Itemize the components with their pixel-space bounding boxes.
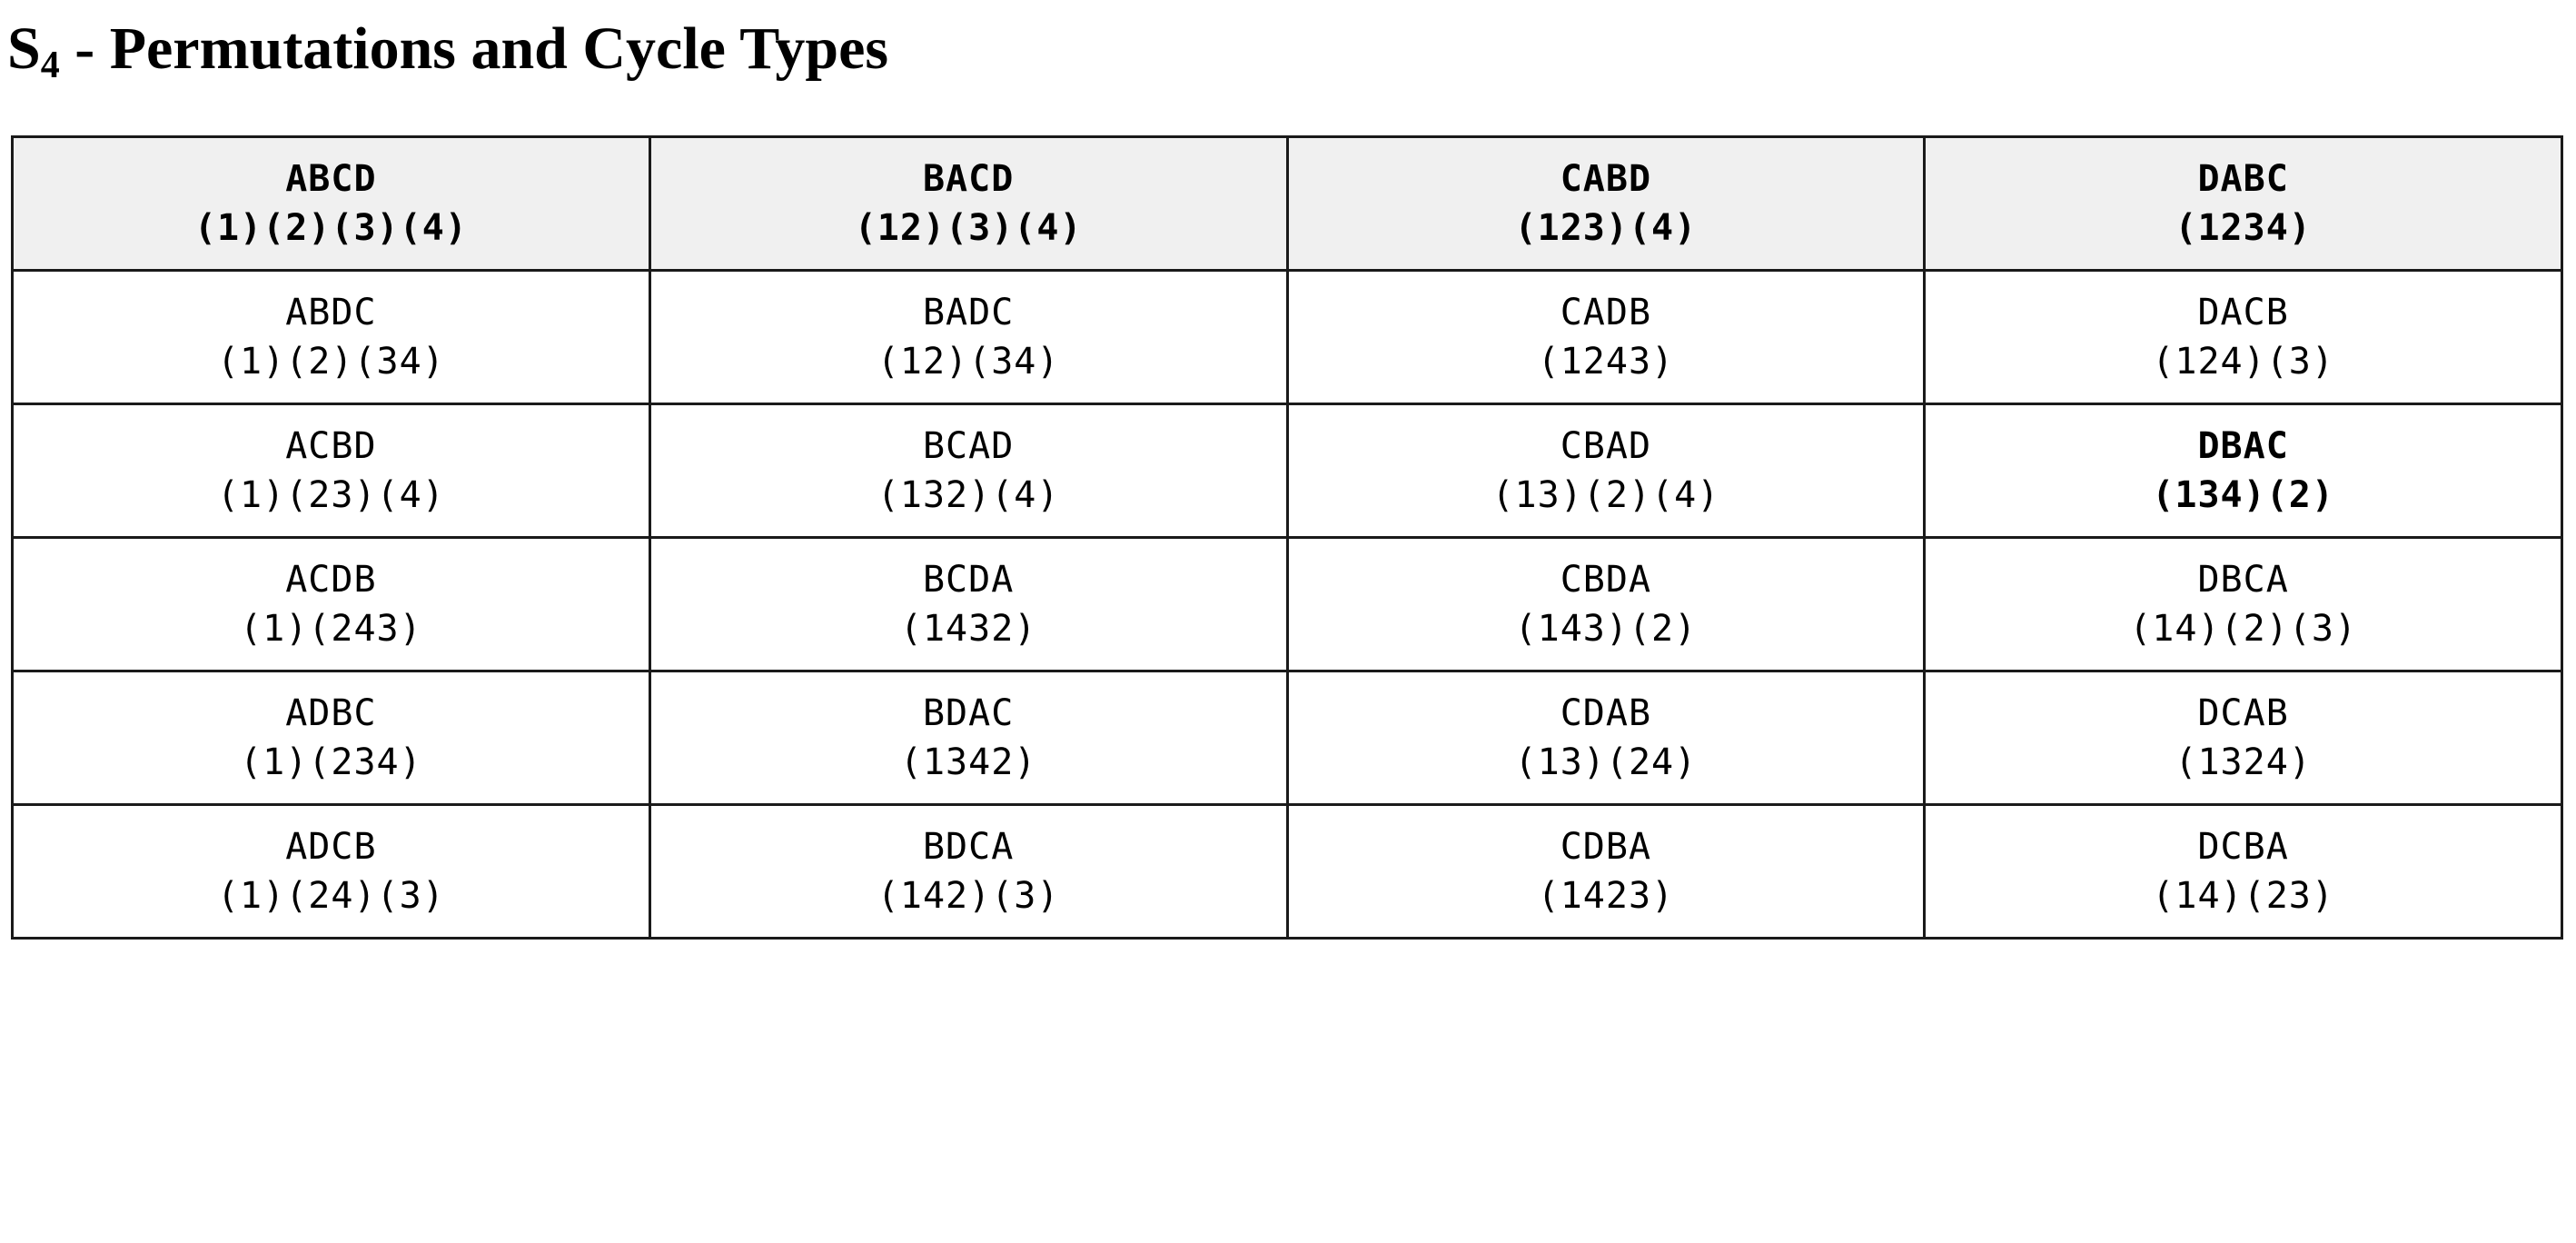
permutation-label: BDCA xyxy=(922,825,1015,868)
permutation-label: BDAC xyxy=(922,691,1015,734)
table-cell xyxy=(649,804,1287,938)
permutation-label: ADBC xyxy=(285,691,377,734)
table-cell xyxy=(1925,270,2562,403)
cycle-type-label: (14)(2)(3) xyxy=(2129,607,2358,650)
table-cell xyxy=(649,403,1287,537)
table-row xyxy=(13,537,2562,671)
permutation-label: CDAB xyxy=(1560,691,1652,734)
page-title xyxy=(7,15,2576,86)
permutation-label: CADB xyxy=(1560,291,1652,333)
permutation-label: ABCD xyxy=(285,157,377,200)
permutation-label: CBAD xyxy=(1560,424,1652,467)
cycle-type-label: (1)(24)(3) xyxy=(216,874,445,917)
table-cell xyxy=(1287,537,1925,671)
cycle-type-label: (142)(3) xyxy=(877,874,1060,917)
cycle-type-label: (14)(23) xyxy=(2152,874,2334,917)
cycle-type-label: (13)(24) xyxy=(1514,741,1698,783)
table-cell xyxy=(1287,270,1925,403)
permutation-label: DCBA xyxy=(2197,825,2289,868)
table-header-cell xyxy=(1925,136,2562,270)
table-cell xyxy=(649,270,1287,403)
cycle-type-label: (1)(243) xyxy=(240,607,422,650)
cycle-type-label: (1324) xyxy=(2175,741,2312,783)
cycle-type-label: (1)(23)(4) xyxy=(216,473,445,516)
cycle-type-label: (1)(2)(3)(4) xyxy=(193,206,468,249)
table-cell xyxy=(1287,804,1925,938)
table-header-row xyxy=(13,136,2562,270)
table-cell xyxy=(1925,804,2562,938)
permutation-label: BADC xyxy=(922,291,1015,333)
permutation-label: DCAB xyxy=(2197,691,2289,734)
table-cell xyxy=(1287,671,1925,804)
table-row xyxy=(13,403,2562,537)
cycle-type-label: (1)(2)(34) xyxy=(216,340,445,383)
permutation-label: BCAD xyxy=(922,424,1015,467)
permutation-label: BACD xyxy=(922,157,1015,200)
cycle-type-label: (1243) xyxy=(1537,340,1675,383)
permutation-label: ACBD xyxy=(285,424,377,467)
table-cell xyxy=(13,804,650,938)
table-cell xyxy=(649,537,1287,671)
table-header-cell xyxy=(13,136,650,270)
cycle-type-label: (143)(2) xyxy=(1514,607,1698,650)
cycle-type-label: (123)(4) xyxy=(1514,206,1698,249)
permutation-label: ACDB xyxy=(285,558,377,601)
table-header-cell xyxy=(1287,136,1925,270)
permutation-label: DBAC xyxy=(2197,424,2289,467)
page-title-suffix: - Permutations and Cycle Types xyxy=(59,15,889,82)
table-cell xyxy=(13,537,650,671)
table-row xyxy=(13,671,2562,804)
permutation-table xyxy=(11,135,2563,940)
permutation-label: CBDA xyxy=(1560,558,1652,601)
cycle-type-label: (12)(34) xyxy=(877,340,1060,383)
cycle-type-label: (134)(2) xyxy=(2152,473,2334,516)
permutation-label: BCDA xyxy=(922,558,1015,601)
table-row xyxy=(13,270,2562,403)
cycle-type-label: (132)(4) xyxy=(877,473,1060,516)
table-body xyxy=(13,270,2562,938)
table-cell xyxy=(1925,671,2562,804)
page-title-subscript: 4 xyxy=(40,45,60,86)
page-title-prefix: S xyxy=(7,15,41,82)
cycle-type-label: (1342) xyxy=(899,741,1037,783)
cycle-type-label: (12)(3)(4) xyxy=(854,206,1083,249)
cycle-type-label: (1234) xyxy=(2175,206,2312,249)
cycle-type-label: (1432) xyxy=(899,607,1037,650)
table-row xyxy=(13,804,2562,938)
table-cell xyxy=(13,671,650,804)
permutation-label: DABC xyxy=(2197,157,2289,200)
permutation-label: CDBA xyxy=(1560,825,1652,868)
permutation-table-container xyxy=(0,135,2576,940)
permutation-label: CABD xyxy=(1560,157,1652,200)
permutation-label: DACB xyxy=(2197,291,2289,333)
cycle-type-label: (124)(3) xyxy=(2152,340,2334,383)
table-header-cell xyxy=(649,136,1287,270)
table-cell-highlighted xyxy=(1925,403,2562,537)
permutation-label: DBCA xyxy=(2197,558,2289,601)
table-header xyxy=(13,136,2562,270)
table-cell xyxy=(1287,403,1925,537)
cycle-type-label: (1423) xyxy=(1537,874,1675,917)
cycle-type-label: (13)(2)(4) xyxy=(1491,473,1720,516)
cycle-type-label: (1)(234) xyxy=(240,741,422,783)
table-cell xyxy=(13,403,650,537)
table-cell xyxy=(1925,537,2562,671)
permutation-label: ADCB xyxy=(285,825,377,868)
table-cell xyxy=(649,671,1287,804)
table-cell xyxy=(13,270,650,403)
permutation-label: ABDC xyxy=(285,291,377,333)
